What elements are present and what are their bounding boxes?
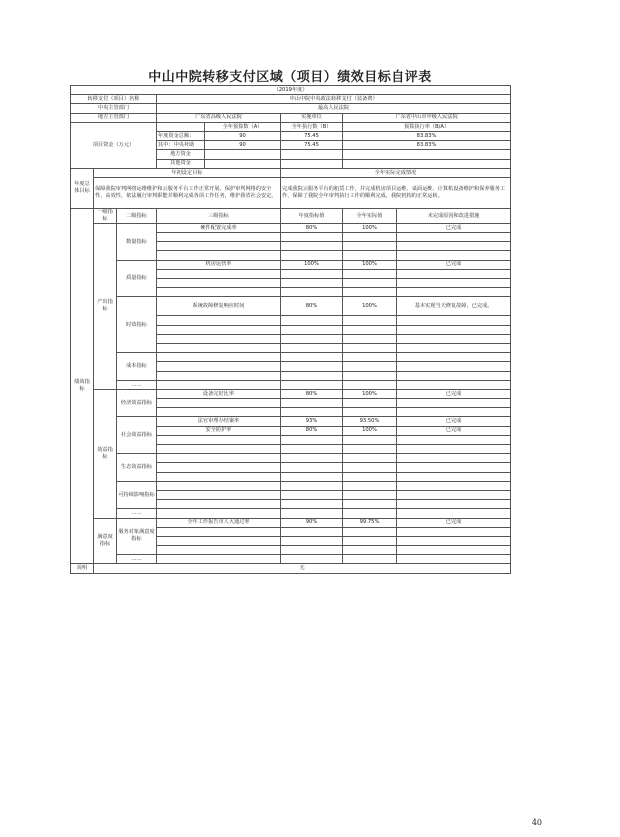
empty-cell bbox=[157, 500, 281, 509]
empty-cell bbox=[343, 371, 397, 380]
empty-cell bbox=[343, 279, 397, 288]
goals-initial-header: 年初设定目标 bbox=[94, 168, 281, 177]
empty-cell bbox=[397, 481, 511, 490]
col-actual: 全年实际值 bbox=[343, 208, 397, 223]
empty-cell bbox=[343, 463, 397, 472]
empty-cell bbox=[157, 353, 281, 362]
empty-cell bbox=[397, 251, 511, 260]
empty-cell bbox=[281, 279, 343, 288]
indicator-name: 硬件配置完成率 bbox=[157, 223, 281, 232]
indicator-name: 法官审理办结案率 bbox=[157, 417, 281, 426]
empty-cell bbox=[281, 399, 343, 408]
empty-cell bbox=[157, 279, 281, 288]
document-title: 中山中院转移支付区域（项目）绩效目标自评表 bbox=[148, 70, 432, 85]
empty-cell bbox=[397, 472, 511, 481]
local-dept: 广东省高级人民法院 bbox=[157, 113, 281, 122]
project-name: 中山中院中央政法转移支付（装备费） bbox=[157, 95, 511, 104]
empty-cell bbox=[343, 316, 397, 325]
indicator-reason: 已完成 bbox=[397, 223, 511, 232]
empty-cell bbox=[281, 353, 343, 362]
empty-cell bbox=[343, 353, 397, 362]
empty-cell bbox=[343, 269, 397, 278]
funds-budget: 90 bbox=[205, 131, 281, 140]
indicator-target: 80% bbox=[281, 426, 343, 435]
empty-cell bbox=[343, 527, 397, 536]
empty-cell bbox=[343, 536, 397, 545]
social-label: 社会效益指标 bbox=[117, 417, 157, 454]
empty-cell bbox=[281, 490, 343, 499]
benefit-label: 效益指标 bbox=[94, 389, 117, 518]
indicator-actual: 100% bbox=[343, 223, 397, 232]
indicator-name: 机房运营率 bbox=[157, 260, 281, 269]
empty-cell bbox=[343, 408, 397, 417]
project-name-label: 转移支付（项目）名称 bbox=[71, 95, 157, 104]
empty-cell bbox=[281, 463, 343, 472]
empty-cell bbox=[281, 435, 343, 444]
central-dept-label: 中央主管部门 bbox=[71, 104, 157, 113]
empty-cell bbox=[157, 371, 281, 380]
funds-rate: 83.83% bbox=[343, 141, 511, 150]
col-level1: 一级指标 bbox=[94, 208, 117, 223]
timeliness-label: 时效指标 bbox=[117, 297, 157, 353]
funds-col-actual: 全年执行数（B） bbox=[281, 122, 343, 131]
empty-cell bbox=[157, 269, 281, 278]
indicator-target: 100% bbox=[281, 260, 343, 269]
empty-cell bbox=[397, 279, 511, 288]
empty-cell bbox=[343, 509, 397, 518]
empty-cell bbox=[157, 435, 281, 444]
ellipsis-label: …… bbox=[117, 509, 157, 518]
empty-cell bbox=[281, 362, 343, 371]
funds-row-label: 其他资金 bbox=[157, 159, 205, 168]
empty-cell bbox=[397, 362, 511, 371]
funds-budget bbox=[205, 159, 281, 168]
funds-row-label: 年度资金总额： bbox=[157, 131, 205, 140]
empty-cell bbox=[397, 269, 511, 278]
empty-cell bbox=[281, 242, 343, 251]
empty-cell bbox=[157, 380, 281, 389]
empty-cell bbox=[343, 233, 397, 242]
empty-cell bbox=[281, 472, 343, 481]
empty-cell bbox=[157, 490, 281, 499]
page-number: 40 bbox=[531, 818, 542, 827]
empty-cell bbox=[343, 454, 397, 463]
funds-budget bbox=[205, 150, 281, 159]
indicator-target: 80% bbox=[281, 389, 343, 398]
empty-cell bbox=[397, 454, 511, 463]
empty-cell bbox=[281, 546, 343, 555]
empty-cell bbox=[157, 288, 281, 297]
empty-cell bbox=[157, 509, 281, 518]
empty-cell bbox=[157, 251, 281, 260]
empty-cell bbox=[157, 362, 281, 371]
empty-cell bbox=[281, 445, 343, 454]
indicator-actual: 99.75% bbox=[343, 518, 397, 527]
empty-cell bbox=[157, 463, 281, 472]
indicator-reason: 已完成 bbox=[397, 260, 511, 269]
empty-cell bbox=[281, 536, 343, 545]
col-level2: 二级指标 bbox=[117, 208, 157, 223]
empty-cell bbox=[397, 353, 511, 362]
empty-cell bbox=[397, 325, 511, 334]
ecological-label: 生态效益指标 bbox=[117, 454, 157, 482]
empty-cell bbox=[281, 343, 343, 352]
empty-cell bbox=[281, 555, 343, 564]
indicator-actual: 100% bbox=[343, 297, 397, 316]
funds-actual bbox=[281, 159, 343, 168]
col-level3: 三级指标 bbox=[157, 208, 281, 223]
empty-cell bbox=[397, 527, 511, 536]
note-value: 无 bbox=[94, 564, 511, 573]
goals-label: 年度总体目标 bbox=[71, 168, 94, 208]
funds-row-label: 地方资金 bbox=[157, 150, 205, 159]
empty-cell bbox=[397, 371, 511, 380]
indicator-name: 系统故障修复响应时间 bbox=[157, 297, 281, 316]
empty-cell bbox=[397, 509, 511, 518]
indicator-actual: 100% bbox=[343, 426, 397, 435]
empty-cell bbox=[397, 408, 511, 417]
empty-cell bbox=[397, 490, 511, 499]
empty-cell bbox=[157, 343, 281, 352]
funds-col-rate: 预算执行率（B/A） bbox=[343, 122, 511, 131]
empty-cell bbox=[397, 316, 511, 325]
empty-cell bbox=[343, 500, 397, 509]
service-label: 服务对象满意度指标 bbox=[117, 518, 157, 555]
funds-col-budget: 全年预算数（A） bbox=[205, 122, 281, 131]
indicator-name: 设备完好比率 bbox=[157, 389, 281, 398]
empty-cell bbox=[397, 463, 511, 472]
funds-actual: 75.45 bbox=[281, 141, 343, 150]
empty-cell bbox=[343, 251, 397, 260]
funds-blank-header bbox=[157, 122, 205, 131]
empty-cell bbox=[157, 316, 281, 325]
empty-cell bbox=[397, 242, 511, 251]
empty-cell bbox=[397, 288, 511, 297]
indicator-target: 80% bbox=[281, 297, 343, 316]
indicator-name: 全年工作报告市人大通过率 bbox=[157, 518, 281, 527]
empty-cell bbox=[157, 527, 281, 536]
indicator-target: 93% bbox=[281, 417, 343, 426]
central-dept: 最高人民法院 bbox=[157, 104, 511, 113]
empty-cell bbox=[343, 445, 397, 454]
note-label: 说明 bbox=[71, 564, 94, 573]
sustainable-label: 可持续影响指标 bbox=[117, 481, 157, 509]
ellipsis-label: …… bbox=[117, 555, 157, 564]
empty-cell bbox=[397, 343, 511, 352]
empty-cell bbox=[157, 536, 281, 545]
quality-label: 质量指标 bbox=[117, 260, 157, 297]
empty-cell bbox=[397, 500, 511, 509]
empty-cell bbox=[281, 527, 343, 536]
impl-unit-label: 实施单位 bbox=[281, 113, 343, 122]
year-row: （2019年度） bbox=[71, 86, 511, 95]
empty-cell bbox=[157, 242, 281, 251]
empty-cell bbox=[281, 371, 343, 380]
indicator-actual: 93.50% bbox=[343, 417, 397, 426]
empty-cell bbox=[343, 472, 397, 481]
empty-cell bbox=[397, 334, 511, 343]
empty-cell bbox=[281, 316, 343, 325]
satisfaction-label: 满意度指标 bbox=[94, 518, 117, 564]
funds-rate bbox=[343, 150, 511, 159]
empty-cell bbox=[343, 362, 397, 371]
col-reason: 未完成原因和改进措施 bbox=[397, 208, 511, 223]
funds-rate bbox=[343, 159, 511, 168]
empty-cell bbox=[281, 509, 343, 518]
empty-cell bbox=[157, 408, 281, 417]
empty-cell bbox=[281, 334, 343, 343]
funds-actual bbox=[281, 150, 343, 159]
empty-cell bbox=[281, 454, 343, 463]
indicator-reason: 已完成 bbox=[397, 426, 511, 435]
empty-cell bbox=[397, 536, 511, 545]
empty-cell bbox=[397, 546, 511, 555]
indicator-reason: 已完成 bbox=[397, 518, 511, 527]
empty-cell bbox=[281, 288, 343, 297]
indicator-reason: 已完成 bbox=[397, 417, 511, 426]
empty-cell bbox=[281, 325, 343, 334]
indicator-reason: 已完成 bbox=[397, 389, 511, 398]
col-target: 年度指标值 bbox=[281, 208, 343, 223]
empty-cell bbox=[343, 380, 397, 389]
empty-cell bbox=[397, 380, 511, 389]
empty-cell bbox=[157, 233, 281, 242]
empty-cell bbox=[397, 555, 511, 564]
economic-label: 经济效益指标 bbox=[117, 389, 157, 417]
cost-label: 成本指标 bbox=[117, 353, 157, 381]
empty-cell bbox=[397, 399, 511, 408]
empty-cell bbox=[281, 408, 343, 417]
empty-cell bbox=[157, 555, 281, 564]
empty-cell bbox=[157, 454, 281, 463]
impl-unit: 广东省中山市中级人民法院 bbox=[343, 113, 511, 122]
empty-cell bbox=[343, 343, 397, 352]
quantity-label: 数量指标 bbox=[117, 223, 157, 260]
empty-cell bbox=[157, 481, 281, 490]
empty-cell bbox=[281, 251, 343, 260]
goals-actual-header: 全年实际完成情况 bbox=[281, 168, 511, 177]
empty-cell bbox=[343, 546, 397, 555]
indicator-reason: 基本实现当天修复故障，已完成。 bbox=[397, 297, 511, 316]
empty-cell bbox=[157, 325, 281, 334]
indicators-section-label: 绩效指标 bbox=[71, 208, 94, 564]
funds-label: 项目资金（万元） bbox=[71, 122, 157, 168]
empty-cell bbox=[343, 481, 397, 490]
empty-cell bbox=[281, 481, 343, 490]
ellipsis-label: …… bbox=[117, 380, 157, 389]
indicator-actual: 100% bbox=[343, 389, 397, 398]
funds-row-label: 其中：中央补助 bbox=[157, 141, 205, 150]
empty-cell bbox=[281, 269, 343, 278]
empty-cell bbox=[343, 399, 397, 408]
funds-actual: 75.45 bbox=[281, 131, 343, 140]
empty-cell bbox=[397, 445, 511, 454]
empty-cell bbox=[343, 288, 397, 297]
empty-cell bbox=[343, 334, 397, 343]
indicator-name: 安全防护率 bbox=[157, 426, 281, 435]
goals-initial-text: 保障我院审判网络运维维护和云服务平台工作正常开展，保护审判网络的安全性、高效性，依法履行审判职能并顺利完成各项工作任务，维护我省社会安定。 bbox=[94, 177, 281, 208]
empty-cell bbox=[157, 472, 281, 481]
indicator-target: 80% bbox=[281, 223, 343, 232]
empty-cell bbox=[281, 500, 343, 509]
local-dept-label: 地方主管部门 bbox=[71, 113, 157, 122]
empty-cell bbox=[397, 233, 511, 242]
empty-cell bbox=[343, 325, 397, 334]
evaluation-table bbox=[70, 85, 511, 574]
empty-cell bbox=[157, 546, 281, 555]
empty-cell bbox=[343, 435, 397, 444]
empty-cell bbox=[157, 445, 281, 454]
goals-actual-text: 完成我院云服务平台的租赁工作，并完成机房项目运维、桌面运维、计算机设备维护和保养服务工作，保障了我院全年审判执行工作的顺利完成，我院机构的正常运转。 bbox=[281, 177, 511, 208]
indicator-target: 90% bbox=[281, 518, 343, 527]
empty-cell bbox=[281, 233, 343, 242]
empty-cell bbox=[397, 435, 511, 444]
indicator-actual: 100% bbox=[343, 260, 397, 269]
empty-cell bbox=[343, 242, 397, 251]
empty-cell bbox=[281, 380, 343, 389]
empty-cell bbox=[157, 399, 281, 408]
empty-cell bbox=[157, 334, 281, 343]
funds-budget: 90 bbox=[205, 141, 281, 150]
empty-cell bbox=[343, 555, 397, 564]
output-label: 产出指标 bbox=[94, 223, 117, 389]
empty-cell bbox=[343, 490, 397, 499]
funds-rate: 83.83% bbox=[343, 131, 511, 140]
